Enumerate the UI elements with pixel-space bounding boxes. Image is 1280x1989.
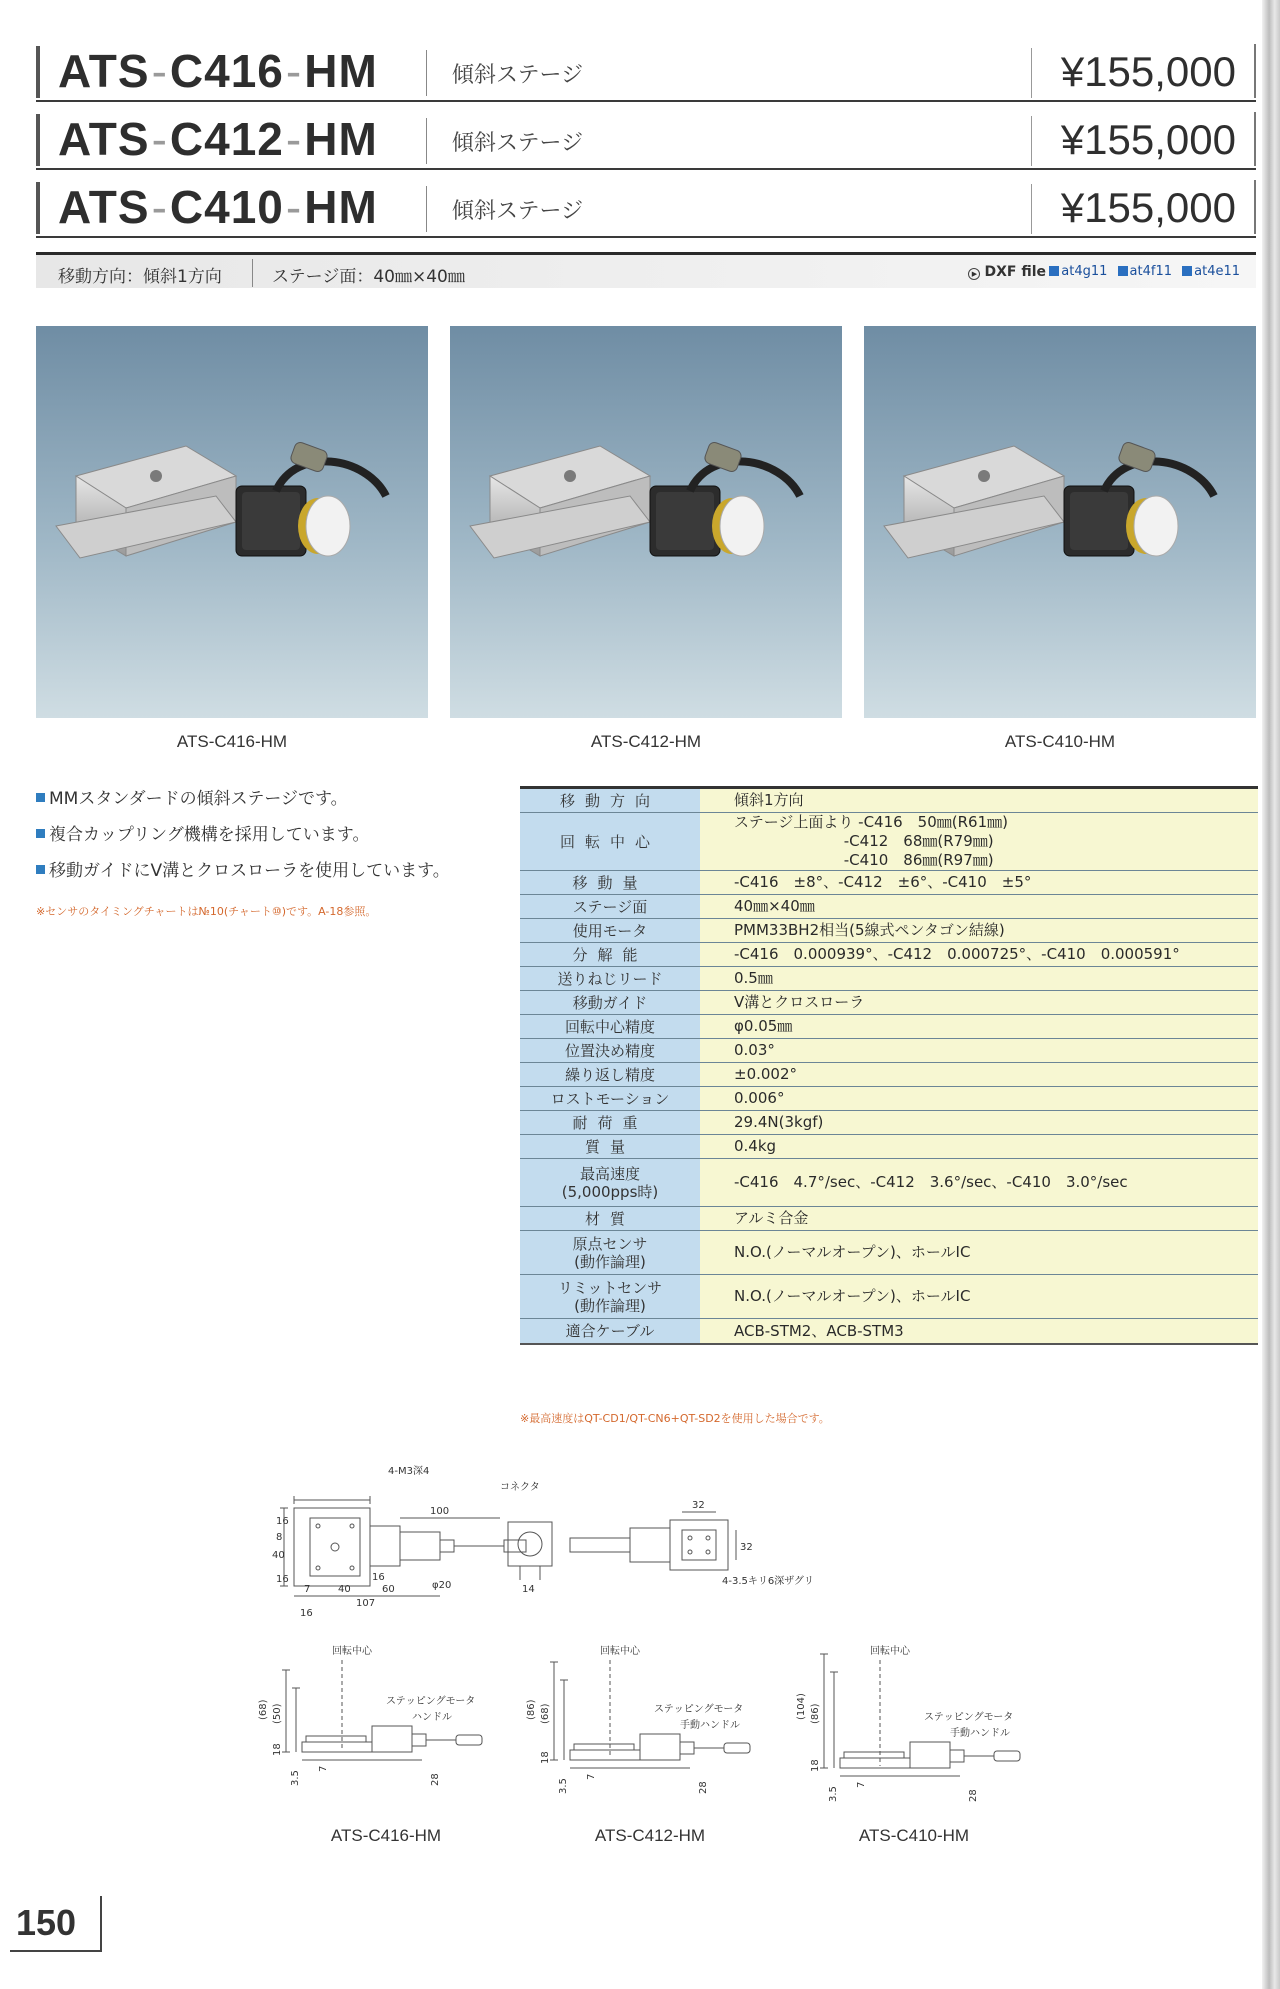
dim-label: 8 (276, 1532, 283, 1543)
dim-label: (50) (272, 1703, 283, 1724)
spec-key: 材質 (520, 1207, 700, 1230)
spec-row (520, 813, 1258, 871)
dim-label: 16 (300, 1608, 313, 1619)
rotation-center-label: 回転中心 (870, 1646, 910, 1657)
feature-item: 複合カップリング機構を採用しています。 (36, 820, 496, 845)
spec-value: N.O.(ノーマルオープン)、ホールIC (700, 1275, 1258, 1318)
bullet-icon (36, 793, 45, 802)
spec-row (520, 1135, 1258, 1159)
spec-row (520, 1207, 1258, 1231)
spec-value: 0.006° (700, 1087, 1258, 1110)
row-marker (36, 182, 40, 234)
spec-key: 分解能 (520, 943, 700, 966)
spec-row (520, 789, 1258, 813)
dim-label: 16 (276, 1516, 289, 1527)
spec-value: 0.5㎜ (700, 967, 1258, 990)
photo-caption: ATS-C410-HM (1004, 732, 1116, 751)
spec-key: 最高速度 (5,000pps時) (520, 1159, 700, 1206)
spec-row (520, 919, 1258, 943)
arrow-icon (1182, 266, 1192, 276)
spec-row (520, 1063, 1258, 1087)
dim-label: (68) (540, 1703, 551, 1724)
sensor-note: ※センサのタイミングチャートは№10(チャート⑩)です。A-18参照。 (36, 905, 377, 918)
spec-key: 原点センサ (動作論理) (520, 1231, 700, 1274)
stage-illustration (864, 326, 1256, 718)
dim-label: 7 (318, 1765, 329, 1772)
dim-label: 28 (698, 1781, 709, 1794)
spec-key: 質量 (520, 1135, 700, 1158)
stage-surface-text: ステージ面：40㎜×40㎜ (272, 267, 465, 287)
row-marker (36, 46, 40, 98)
handle-label: 手動ハンドル (680, 1720, 740, 1731)
spec-key: 移動ガイド (520, 991, 700, 1014)
dim-label: 16 (372, 1572, 385, 1583)
dim-label: 7 (586, 1773, 597, 1780)
dim-label: 100 (430, 1506, 450, 1517)
feature-item: 移動ガイドにV溝とクロスローラを使用しています。 (36, 856, 496, 881)
dim-label: 18 (810, 1759, 821, 1772)
drawing-caption: ATS-C410-HM (858, 1826, 970, 1845)
dim-label: 4-3.5キリ6深ザグリ (722, 1576, 814, 1587)
spec-row (520, 871, 1258, 895)
spec-value: アルミ合金 (700, 1207, 1258, 1230)
spec-row (520, 1319, 1258, 1343)
dxf-file-links (1043, 264, 1240, 279)
bullet-icon (36, 829, 45, 838)
model-name: ATS-C410-HM (58, 181, 378, 233)
dim-label: φ20 (432, 1580, 452, 1591)
price: ¥155,000 (1060, 48, 1236, 95)
spec-table (520, 786, 1258, 1345)
dxf-file-link[interactable]: at4e11 (1182, 264, 1240, 279)
spec-row (520, 967, 1258, 991)
dim-label: 60 (382, 1584, 395, 1595)
model-name: ATS-C412-HM (58, 113, 378, 165)
dim-label: 28 (968, 1789, 979, 1802)
arrow-icon (1118, 266, 1128, 276)
product-row-c416 (36, 40, 1256, 102)
bullet-icon (36, 865, 45, 874)
handle-label: ハンドル (412, 1712, 452, 1723)
motor-label: ステッピングモータ (386, 1696, 476, 1707)
dim-label: 3.5 (828, 1786, 839, 1802)
feature-list (36, 784, 496, 892)
arrow-icon (1049, 266, 1059, 276)
product-photo (450, 326, 842, 718)
dim-label: 40 (338, 1584, 351, 1595)
dim-label: 7 (304, 1584, 311, 1595)
top-view-drawing (270, 1460, 830, 1630)
dim-label: 16 (276, 1574, 289, 1585)
category-label: 傾斜ステージ (452, 131, 584, 156)
spec-row (520, 1159, 1258, 1207)
spec-value: -C416 ±8°、-C412 ±6°、-C410 ±5° (700, 871, 1258, 894)
dxf-file-link[interactable]: at4f11 (1118, 264, 1172, 279)
spec-row (520, 895, 1258, 919)
spec-key: リミットセンサ (動作論理) (520, 1275, 700, 1318)
dim-label: 18 (272, 1743, 283, 1756)
spec-key: 送りねじリード (520, 967, 700, 990)
spec-key: 回転中心精度 (520, 1015, 700, 1038)
product-row-c410 (36, 176, 1256, 238)
spec-key: 使用モータ (520, 919, 700, 942)
play-icon: ▶ (968, 268, 980, 280)
dim-label: 32 (692, 1500, 705, 1511)
dim-label: 14 (522, 1584, 535, 1595)
stage-illustration (36, 326, 428, 718)
spec-value: PMM33BH2相当(5線式ペンタゴン結線) (700, 919, 1258, 942)
spec-key: 位置決め精度 (520, 1039, 700, 1062)
spec-value: ±0.002° (700, 1063, 1258, 1086)
spec-value: 0.4kg (700, 1135, 1258, 1158)
spec-value: N.O.(ノーマルオープン)、ホールIC (700, 1231, 1258, 1274)
dim-label: 18 (540, 1751, 551, 1764)
spec-summary-bar (36, 252, 1256, 288)
drawing-caption: ATS-C412-HM (594, 1826, 706, 1845)
spec-key: 耐荷重 (520, 1111, 700, 1134)
stage-illustration (450, 326, 842, 718)
speed-note: ※最高速度はQT-CD1/QT-CN6+QT-SD2を使用した場合です。 (520, 1412, 830, 1425)
category-label: 傾斜ステージ (452, 199, 584, 224)
spec-key: 移動量 (520, 871, 700, 894)
spec-value: 傾斜1方向 (700, 789, 1258, 812)
spec-value: -C416 0.000939°、-C412 0.000725°、-C410 0.000591° (700, 943, 1258, 966)
motor-label: ステッピングモータ (924, 1712, 1014, 1723)
row-marker (36, 114, 40, 166)
price: ¥155,000 (1060, 116, 1236, 163)
rotation-center-label: 回転中心 (332, 1646, 372, 1657)
side-view-drawing (526, 1640, 770, 1820)
photo-caption: ATS-C412-HM (590, 732, 702, 751)
dim-label: 3.5 (290, 1770, 301, 1786)
spec-row (520, 943, 1258, 967)
spec-key: ステージ面 (520, 895, 700, 918)
spec-key: 回転中心 (520, 813, 700, 870)
dxf-file-link[interactable]: at4g11 (1049, 264, 1107, 279)
dim-label: 4-M3深4 (388, 1466, 430, 1477)
dim-label: (68) (258, 1699, 269, 1720)
model-name: ATS-C416-HM (58, 45, 378, 97)
handle-label: 手動ハンドル (950, 1728, 1010, 1739)
drawing-caption: ATS-C416-HM (330, 1826, 442, 1845)
feature-item: MMスタンダードの傾斜ステージです。 (36, 784, 496, 809)
rotation-center-label: 回転中心 (600, 1646, 640, 1657)
spec-value: 40㎜×40㎜ (700, 895, 1258, 918)
dim-label: (86) (810, 1703, 821, 1724)
dim-label: 32 (740, 1542, 753, 1553)
spec-row (520, 1039, 1258, 1063)
category-label: 傾斜ステージ (452, 63, 584, 88)
spec-row (520, 1087, 1258, 1111)
direction-text: 移動方向：傾斜1方向 (58, 267, 222, 287)
motor-label: ステッピングモータ (654, 1704, 744, 1715)
photo-caption: ATS-C416-HM (176, 732, 288, 751)
spec-value: V溝とクロスローラ (700, 991, 1258, 1014)
dim-label: 40 (272, 1550, 285, 1561)
spec-row (520, 1015, 1258, 1039)
dim-label: 3.5 (558, 1778, 569, 1794)
spec-row (520, 991, 1258, 1015)
dim-label: 28 (430, 1773, 441, 1786)
spec-value: φ0.05㎜ (700, 1015, 1258, 1038)
dim-label: 7 (856, 1781, 867, 1788)
spec-row (520, 1231, 1258, 1275)
dim-label: (86) (526, 1699, 537, 1720)
spec-value: -C416 4.7°/sec、-C412 3.6°/sec、-C410 3.0°/sec (700, 1159, 1258, 1206)
side-view-drawing (258, 1640, 502, 1820)
page-number: 150 (10, 1896, 102, 1952)
dxf-label: ▶ DXF file (968, 264, 1046, 280)
product-row-c412 (36, 108, 1256, 170)
page-edge (1262, 0, 1280, 1989)
spec-key: 移動方向 (520, 789, 700, 812)
product-photo (36, 326, 428, 718)
spec-row (520, 1111, 1258, 1135)
dim-label: 107 (356, 1598, 376, 1609)
dim-label: (104) (796, 1693, 807, 1720)
spec-key: 適合ケーブル (520, 1319, 700, 1343)
spec-value: 29.4N(3kgf) (700, 1111, 1258, 1134)
spec-value: ステージ上面より -C416 50㎜(R61㎜) -C412 68㎜(R79㎜) -C410 86㎜(R97㎜) (700, 813, 1258, 870)
spec-value: ACB-STM2、ACB-STM3 (700, 1319, 1258, 1343)
spec-key: 繰り返し精度 (520, 1063, 700, 1086)
dim-label: コネクタ (500, 1482, 540, 1493)
spec-value: 0.03° (700, 1039, 1258, 1062)
side-view-drawing (796, 1640, 1040, 1820)
price: ¥155,000 (1060, 184, 1236, 231)
spec-row (520, 1275, 1258, 1319)
product-photo (864, 326, 1256, 718)
spec-key: ロストモーション (520, 1087, 700, 1110)
